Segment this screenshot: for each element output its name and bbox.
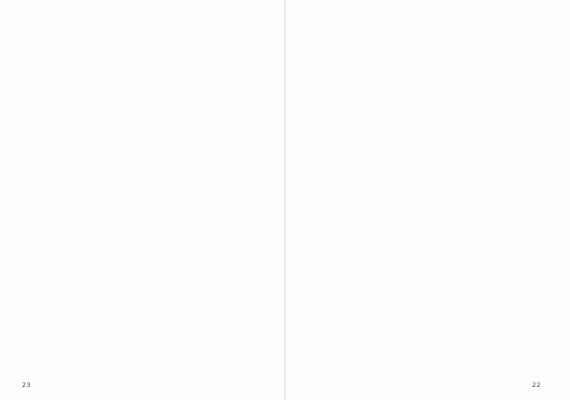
text-block-lower [316, 208, 544, 350]
text-block-upper [34, 26, 256, 172]
page-number: 23 [22, 381, 31, 389]
text-block-upper [316, 26, 544, 172]
page-right [286, 0, 570, 400]
page-left [0, 0, 284, 400]
text-block-lower [34, 208, 256, 350]
page-number: 22 [532, 381, 541, 389]
